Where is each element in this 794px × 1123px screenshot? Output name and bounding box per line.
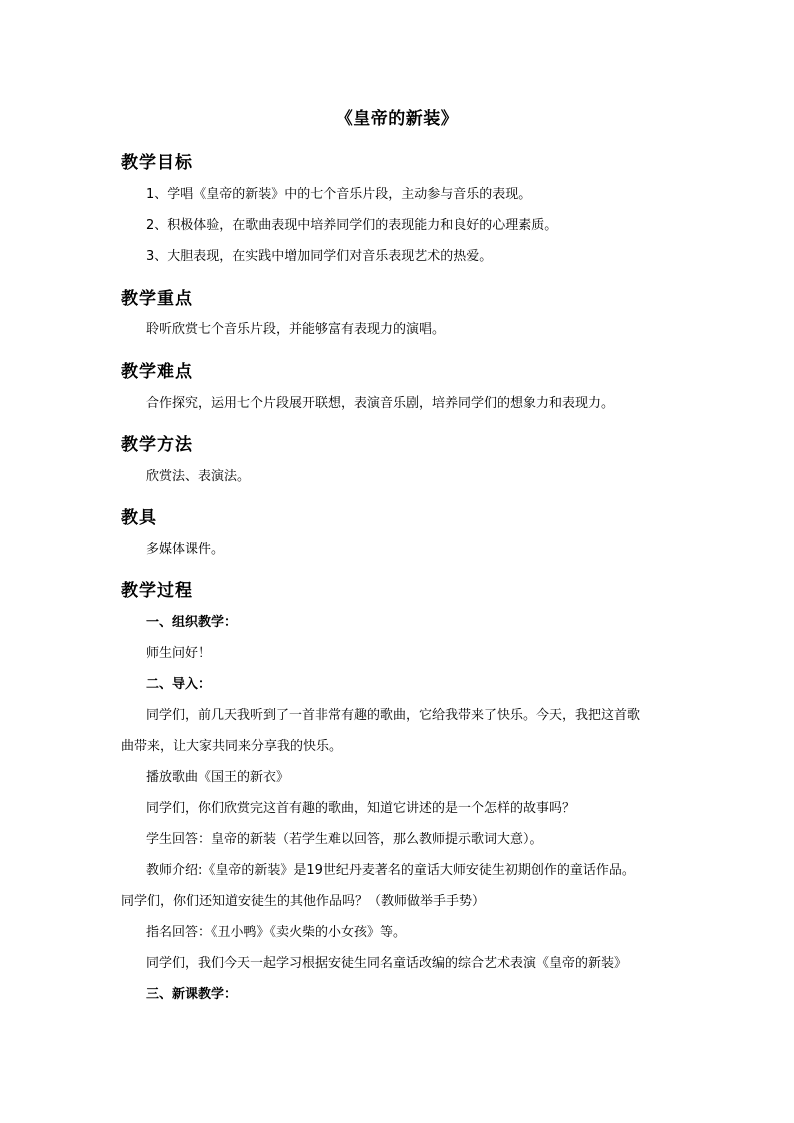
- tools-text: 多媒体课件。: [146, 542, 225, 557]
- process-step3-label: 三、新课教学：: [146, 987, 238, 1002]
- methods-text: 欣赏法、表演法。: [146, 469, 251, 484]
- process-step2-paragraph5-line2: 同学们，你们还知道安徒生的其他作品吗？（教师做举手手势）: [121, 894, 486, 909]
- heading-methods: 教学方法: [121, 435, 193, 455]
- objective-item-1: 1、学唱《皇帝的新装》中的七个音乐片段，主动参与音乐的表现。: [146, 187, 532, 202]
- heading-difficulties: 教学难点: [121, 362, 193, 382]
- heading-objectives: 教学目标: [121, 153, 193, 173]
- process-step2-paragraph5-line1: 教师介绍:《皇帝的新装》是19世纪丹麦著名的童话大师安徒生初期创作的童话作品。: [146, 863, 635, 878]
- process-step1-label: 一、组织教学：: [146, 615, 238, 630]
- difficulties-text: 合作探究，运用七个片段展开联想，表演音乐剧，培养同学们的想象力和表现力。: [146, 396, 615, 411]
- objective-item-2: 2、积极体验，在歌曲表现中培养同学们的表现能力和良好的心理素质。: [146, 218, 558, 233]
- process-step2-paragraph3: 同学们，你们欣赏完这首有趣的歌曲，知道它讲述的是一个怎样的故事吗？: [146, 801, 576, 816]
- process-step2-paragraph2: 播放歌曲《国王的新衣》: [146, 770, 290, 785]
- heading-process: 教学过程: [121, 581, 193, 601]
- heading-tools: 教具: [121, 508, 157, 528]
- process-step2-paragraph6: 指名回答：《丑小鸭》《卖火柴的小女孩》等。: [146, 925, 407, 940]
- process-step2-paragraph4: 学生回答：皇帝的新装（若学生难以回答，那么教师提示歌词大意）。: [146, 832, 543, 847]
- heading-key-points: 教学重点: [121, 289, 193, 309]
- process-step2-paragraph1-line1: 同学们，前几天我听到了一首非常有趣的歌曲，它给我带来了快乐。今天，我把这首歌: [146, 708, 641, 723]
- process-step2-label: 二、导入：: [146, 677, 212, 692]
- objective-item-3: 3、大胆表现，在实践中增加同学们对音乐表现艺术的热爱。: [146, 249, 493, 264]
- document-title: 《皇帝的新装》: [335, 109, 459, 129]
- process-step2-paragraph1-line2: 曲带来，让大家共同来分享我的快乐。: [121, 739, 343, 754]
- key-points-text: 聆听欣赏七个音乐片段，并能够富有表现力的演唱。: [146, 322, 446, 337]
- process-step1-text: 师生问好！: [146, 646, 212, 661]
- process-step2-paragraph7: 同学们，我们今天一起学习根据安徒生同名童话改编的综合艺术表演《皇帝的新装》: [146, 956, 628, 971]
